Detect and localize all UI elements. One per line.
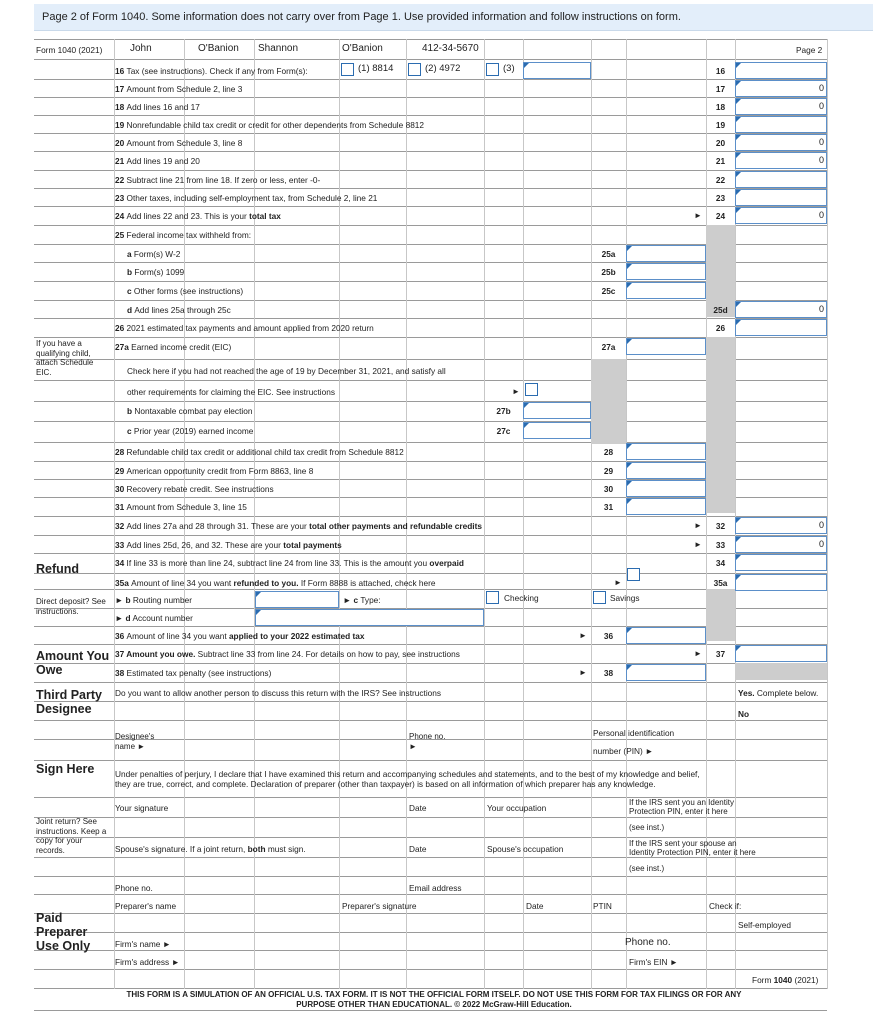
checking-label: Checking	[504, 593, 539, 603]
line-35a-label: 35a Amount of line 34 you want refunded to you. If Form 8888 is attached, check here	[115, 578, 436, 588]
form-other-label: (3)	[503, 63, 515, 74]
line-34-input[interactable]	[735, 554, 827, 571]
line-20-label: 20 Amount from Schedule 3, line 8	[115, 138, 243, 148]
line-38-number: 38	[603, 668, 614, 678]
line-27c-input[interactable]	[523, 422, 591, 439]
line-25b-number: 25b	[601, 267, 616, 277]
line-27a-label: 27a Earned income credit (EIC)	[115, 342, 232, 352]
line-31-input[interactable]	[626, 498, 706, 515]
line-28-label: 28 Refundable child tax credit or additional child tax credit from Schedule 8812	[115, 447, 404, 457]
penalty-statement-2: they are true, correct, and complete. Declaration of preparer (other than taxpayer) is based on all information of which preparer has any knowledge.	[115, 779, 656, 789]
savings-checkbox[interactable]	[593, 591, 606, 604]
your-occupation-label: Your occupation	[487, 803, 547, 813]
line-31-label: 31 Amount from Schedule 3, line 15	[115, 502, 247, 512]
penalty-statement-1: Under penalties of perjury, I declare that I have examined this return and accompanying schedules and statements, and to the best of my knowledge and belief,	[115, 769, 700, 779]
third-party-designee-heading: Third Party Designee	[36, 688, 102, 716]
line-24-arrow-icon: ►	[694, 211, 702, 220]
line-17-input[interactable]: 0	[735, 80, 827, 97]
line-25a-input[interactable]	[626, 245, 706, 262]
paid-preparer-heading: Paid Preparer Use Only	[36, 911, 91, 953]
form-8814-label: (1) 8814	[358, 63, 394, 74]
line-20-input[interactable]: 0	[735, 134, 827, 151]
line-36-input[interactable]	[626, 627, 706, 644]
designee-yes[interactable]: Yes. Complete below.	[738, 688, 819, 698]
ptin-label: PTIN	[593, 901, 612, 911]
line-25b-input[interactable]	[626, 263, 706, 280]
ssn: 412-34-5670	[422, 43, 479, 54]
firm-address-label: Firm's address ►	[115, 957, 180, 967]
line-26-label: 26 2021 estimated tax payments and amount applied from 2020 return	[115, 323, 374, 333]
amount-you-owe-heading: Amount You Owe	[36, 649, 110, 677]
line-19-number: 19	[715, 120, 726, 130]
line-28-input[interactable]	[626, 443, 706, 460]
line-25c-number: 25c	[601, 286, 616, 296]
form-8888-checkbox[interactable]	[627, 568, 640, 581]
line-22-label: 22 Subtract line 21 from line 18. If zero or less, enter -0-	[115, 175, 321, 185]
line-33-input[interactable]: 0	[735, 536, 827, 553]
line-30-number: 30	[603, 484, 614, 494]
form-label: Form 1040 (2021)	[36, 45, 103, 55]
designee-phone-label: Phone no. ►	[409, 732, 446, 751]
line-22-number: 22	[715, 175, 726, 185]
routing-number-input[interactable]	[255, 591, 339, 608]
eic-arrow-icon: ►	[512, 387, 520, 396]
form-other-input[interactable]	[523, 62, 591, 79]
line-17-number: 17	[715, 84, 726, 94]
line-38-label: 38 Estimated tax penalty (see instructions)	[115, 668, 272, 678]
line-37-number: 37	[715, 649, 726, 659]
joint-return-note: Joint return? See instructions. Keep a copy for your records.	[36, 817, 107, 855]
line-37-label: 37 Amount you owe. Subtract line 33 from line 24. For details on how to pay, see instructions	[115, 649, 460, 659]
instruction-banner: Page 2 of Form 1040. Some information does not carry over from Page 1. Use provided information and follow instructions on form.	[34, 4, 873, 31]
line-21-input[interactable]: 0	[735, 152, 827, 169]
line-27b-input[interactable]	[523, 402, 591, 419]
line-19-label: 19 Nonrefundable child tax credit or credit for other dependents from Schedule 8812	[115, 120, 425, 130]
ippin-label-1: If the IRS sent you an Identity	[629, 798, 734, 807]
ippin-label-2: Protection PIN, enter it here	[629, 807, 728, 816]
eic-age-check-text-2: other requirements for claiming the EIC. See instructions	[127, 387, 335, 397]
account-number-label: ► d Account number	[115, 613, 193, 623]
line-25a-label: a Form(s) W-2	[127, 249, 181, 259]
line-25a-number: 25a	[601, 249, 616, 259]
last-name: O'Banion	[198, 43, 239, 54]
checking-checkbox[interactable]	[486, 591, 499, 604]
line-27c-label: c Prior year (2019) earned income	[127, 426, 254, 436]
line-21-label: 21 Add lines 19 and 20	[115, 156, 200, 166]
line-24-label: 24 Add lines 22 and 23. This is your total tax	[115, 211, 281, 221]
eic-age-check-text-1: Check here if you had not reached the age of 19 by December 31, 2021, and satisfy all	[127, 366, 446, 376]
line-30-label: 30 Recovery rebate credit. See instructions	[115, 484, 274, 494]
spouse-last-name: O'Banion	[342, 43, 383, 54]
form-1040-page-2	[34, 39, 827, 1013]
savings-label: Savings	[610, 593, 640, 603]
email-label: Email address	[409, 883, 462, 893]
line-30-input[interactable]	[626, 480, 706, 497]
ippin-see-inst: (see inst.)	[629, 823, 665, 832]
line-36-number: 36	[603, 631, 614, 641]
routing-number-label: ► b Routing number	[115, 595, 192, 605]
line-29-number: 29	[603, 466, 614, 476]
line-18-label: 18 Add lines 16 and 17	[115, 102, 200, 112]
line-36-arrow-icon: ►	[579, 631, 587, 640]
form-8814-checkbox[interactable]	[341, 63, 354, 76]
form-other-checkbox[interactable]	[486, 63, 499, 76]
line-16-label: 16 Tax (see instructions). Check if any from Form(s):	[115, 66, 308, 76]
line-16-input[interactable]	[735, 62, 827, 79]
line-29-label: 29 American opportunity credit from Form 8863, line 8	[115, 466, 314, 476]
line-34-number: 34	[715, 558, 726, 568]
sign-date-label: Date	[409, 803, 427, 813]
line-25d-input[interactable]: 0	[735, 301, 827, 318]
spouse-occupation-label: Spouse's occupation	[487, 844, 564, 854]
line-33-label: 33 Add lines 25d, 26, and 32. These are your total payments	[115, 540, 342, 550]
spouse-ippin-label-1: If the IRS sent your spouse an	[629, 839, 737, 848]
line-26-number: 26	[715, 323, 726, 333]
line-20-number: 20	[715, 138, 726, 148]
spouse-signature-label: Spouse's signature. If a joint return, both must sign.	[115, 844, 306, 854]
line-27b-label: b Nontaxable combat pay election	[127, 406, 253, 416]
line-37-input[interactable]	[735, 645, 827, 662]
preparer-date-label: Date	[526, 901, 544, 911]
line-32-arrow-icon: ►	[694, 521, 702, 530]
line-18-input[interactable]: 0	[735, 98, 827, 115]
line-23-number: 23	[715, 193, 726, 203]
designee-pin-label-1: Personal identification	[593, 728, 675, 738]
eic-age-checkbox[interactable]	[525, 383, 538, 396]
line-25c-label: c Other forms (see instructions)	[127, 286, 244, 296]
line-19-input[interactable]	[735, 116, 827, 133]
line-25d-number: 25d	[713, 305, 728, 315]
check-if-label: Check if:	[709, 901, 742, 911]
form-4972-checkbox[interactable]	[408, 63, 421, 76]
form-4972-label: (2) 4972	[425, 63, 461, 74]
line-21-number: 21	[715, 156, 726, 166]
spouse-date-label: Date	[409, 844, 427, 854]
designee-no[interactable]: No	[738, 709, 750, 719]
designee-question: Do you want to allow another person to discuss this return with the IRS? See instructions	[115, 688, 442, 698]
self-employed-label[interactable]: Self-employed	[738, 920, 792, 930]
line-32-label: 32 Add lines 27a and 28 through 31. These are your total other payments and refundable credits	[115, 521, 482, 531]
line-16-number: 16	[715, 66, 726, 76]
account-type-label: ► c Type:	[343, 595, 381, 605]
sign-here-heading: Sign Here	[36, 762, 95, 776]
account-number-input[interactable]	[255, 609, 484, 626]
line-31-number: 31	[603, 502, 614, 512]
designee-pin-label-2: number (PIN) ►	[593, 746, 654, 756]
line-25d-label: d Add lines 25a through 25c	[127, 305, 231, 315]
firm-phone-label: Phone no.	[625, 937, 671, 948]
line-33-arrow-icon: ►	[694, 540, 702, 549]
line-32-number: 32	[715, 521, 726, 531]
line-35a-input[interactable]	[735, 574, 827, 591]
first-name: John	[130, 43, 152, 54]
line-35a-number: 35a	[713, 578, 728, 588]
line-36-label: 36 Amount of line 34 you want applied to your 2022 estimated tax	[115, 631, 365, 641]
line-33-number: 33	[715, 540, 726, 550]
line-25-label: 25 Federal income tax withheld from:	[115, 230, 252, 240]
line-25b-label: b Form(s) 1099	[127, 267, 185, 277]
line-23-label: 23 Other taxes, including self-employment tax, from Schedule 2, line 21	[115, 193, 378, 203]
your-signature-label: Your signature	[115, 803, 169, 813]
line-29-input[interactable]	[626, 462, 706, 479]
refund-heading: Refund	[36, 562, 80, 576]
spouse-first-name: Shannon	[258, 43, 299, 54]
preparer-signature-label: Preparer's signature	[342, 901, 417, 911]
line-27b-number: 27b	[496, 406, 511, 416]
spouse-ippin-label-2: Identity Protection PIN, enter it here	[629, 848, 756, 857]
sign-phone-label: Phone no.	[115, 883, 153, 893]
spouse-ippin-see-inst: (see inst.)	[629, 864, 665, 873]
line-27a-number: 27a	[601, 342, 616, 352]
line-34-label: 34 If line 33 is more than line 24, subtract line 24 from line 33. This is the amount you overpaid	[115, 558, 464, 568]
line-35a-arrow-icon: ►	[614, 578, 622, 587]
line-18-number: 18	[715, 102, 726, 112]
direct-deposit-note: Direct deposit? See instructions.	[36, 597, 106, 616]
line-22-input[interactable]	[735, 171, 827, 188]
line-23-input[interactable]	[735, 189, 827, 206]
line-27a-input[interactable]	[626, 338, 706, 355]
line-28-number: 28	[603, 447, 614, 457]
designee-name-label: Designee's name ►	[115, 732, 155, 751]
line-17-label: 17 Amount from Schedule 2, line 3	[115, 84, 243, 94]
line-26-input[interactable]	[735, 319, 827, 336]
line-38-input[interactable]	[626, 664, 706, 681]
firm-name-label: Firm's name ►	[115, 939, 171, 949]
line-38-arrow-icon: ►	[579, 668, 587, 677]
line-24-number: 24	[715, 211, 726, 221]
preparer-name-label: Preparer's name	[115, 901, 177, 911]
line-24-input[interactable]: 0	[735, 207, 827, 224]
firm-ein-label: Firm's EIN ►	[629, 957, 678, 967]
eic-note: If you have a qualifying child, attach Schedule EIC.	[36, 339, 94, 377]
line-37-arrow-icon: ►	[694, 649, 702, 658]
line-27c-number: 27c	[496, 426, 511, 436]
form-footer-label: Form 1040 (2021)	[752, 975, 819, 985]
line-25c-input[interactable]	[626, 282, 706, 299]
page-number: Page 2	[796, 45, 823, 55]
line-32-input[interactable]: 0	[735, 517, 827, 534]
simulation-disclaimer: THIS FORM IS A SIMULATION OF AN OFFICIAL U.S. TAX FORM. IT IS NOT THE OFFICIAL FORM ITSELF. DO NOT USE THIS FORM FOR TAX FILINGS OR FOR ANY PURPOSE OTHER THAN EDUCATIONAL. © 2022 McGraw-Hill Education.	[126, 990, 742, 1009]
